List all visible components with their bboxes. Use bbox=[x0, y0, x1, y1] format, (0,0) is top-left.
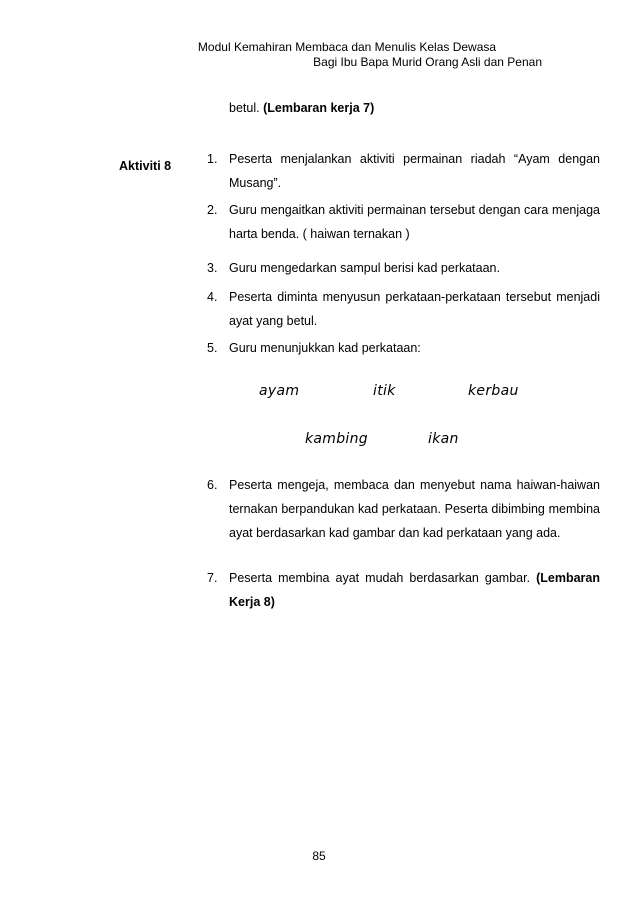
step-item bbox=[207, 147, 600, 195]
activity-label: Aktiviti 8 bbox=[119, 159, 172, 173]
step-text-main: Peserta membina ayat mudah berdasarkan gambar. bbox=[229, 571, 531, 585]
word-card-ikan: ikan bbox=[428, 431, 459, 447]
step-number: 7. bbox=[207, 571, 218, 585]
worksheet-reference-8: (Lembaran Kerja 8) bbox=[229, 571, 600, 609]
step-item bbox=[207, 256, 600, 280]
step-text bbox=[229, 566, 600, 614]
step-item bbox=[207, 285, 600, 333]
step-number: 1. bbox=[207, 152, 218, 166]
step-text: Peserta menjalankan aktiviti permainan riadah “Ayam dengan Musang”. bbox=[229, 152, 600, 190]
step-item bbox=[207, 198, 600, 246]
page-header bbox=[122, 40, 542, 70]
step-number: 6. bbox=[207, 478, 218, 492]
header-title-line1: Modul Kemahiran Membaca dan Menulis Kelas Dewasa bbox=[197, 40, 497, 54]
word-card-kerbau: kerbau bbox=[468, 383, 519, 399]
step-item bbox=[207, 566, 600, 614]
worksheet-reference-7: (Lembaran kerja 7) bbox=[263, 101, 375, 115]
step-text: Guru mengedarkan sampul berisi kad perkataan. bbox=[229, 261, 500, 275]
page-number: 85 bbox=[312, 849, 326, 863]
word-card-ayam: ayam bbox=[259, 383, 300, 399]
word-card-kambing: kambing bbox=[305, 431, 368, 447]
step-text: Peserta diminta menyusun perkataan-perkataan tersebut menjadi ayat yang betul. bbox=[229, 290, 600, 328]
step-item bbox=[207, 473, 600, 545]
continuation-word: betul. bbox=[229, 101, 260, 115]
step-text: Guru menunjukkan kad perkataan: bbox=[229, 341, 421, 355]
header-title-line2: Bagi Ibu Bapa Murid Orang Asli dan Penan bbox=[313, 55, 542, 69]
step-text: Peserta mengeja, membaca dan menyebut nama haiwan-haiwan ternakan berpandukan kad perkataan. Peserta dibimbing membina ayat berdasarkan kad gambar dan kad perkataan yang ada. bbox=[229, 478, 600, 540]
step-item bbox=[207, 336, 600, 360]
step-text: Guru mengaitkan aktiviti permainan tersebut dengan cara menjaga harta benda. ( haiwan ternakan ) bbox=[229, 203, 600, 241]
step-number: 2. bbox=[207, 203, 218, 217]
continuation-text bbox=[229, 101, 374, 115]
step-number: 3. bbox=[207, 261, 218, 275]
word-card-itik: itik bbox=[373, 383, 396, 399]
step-number: 4. bbox=[207, 290, 218, 304]
step-number: 5. bbox=[207, 341, 218, 355]
